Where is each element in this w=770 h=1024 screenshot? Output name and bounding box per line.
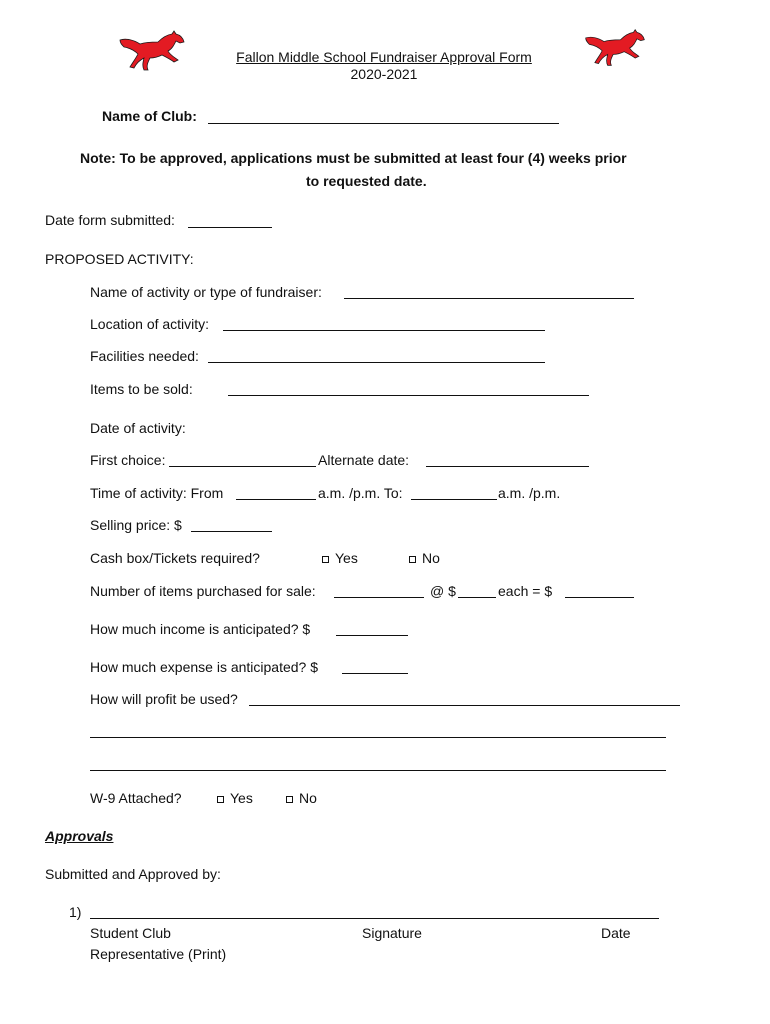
form-year: 2020-2021 bbox=[350, 66, 418, 82]
alternate-date-label: Alternate date: bbox=[318, 452, 410, 468]
location-label: Location of activity: bbox=[90, 316, 210, 332]
mustang-logo-right bbox=[582, 26, 648, 70]
w9-yes-label: Yes bbox=[230, 790, 253, 806]
date-of-activity-label: Date of activity: bbox=[90, 420, 186, 436]
am-pm-end-label: a.m. /p.m. bbox=[498, 485, 561, 501]
income-label: How much income is anticipated? $ bbox=[90, 621, 311, 637]
alternate-date-field[interactable] bbox=[426, 466, 589, 467]
time-to-field[interactable] bbox=[411, 499, 497, 500]
mustang-logo-left bbox=[116, 30, 188, 72]
checkbox-icon[interactable] bbox=[217, 796, 224, 803]
proposed-activity-heading: PROPOSED ACTIVITY: bbox=[45, 251, 194, 267]
w9-no-label: No bbox=[299, 790, 317, 806]
club-name-field[interactable] bbox=[208, 123, 559, 124]
profit-field-line-3[interactable] bbox=[90, 770, 666, 771]
selling-price-label: Selling price: $ bbox=[90, 517, 182, 533]
w9-label: W-9 Attached? bbox=[90, 790, 182, 806]
am-pm-to-label: a.m. /p.m. To: bbox=[318, 485, 403, 501]
approval-signature-line[interactable] bbox=[90, 918, 659, 919]
signature-label: Signature bbox=[362, 925, 422, 941]
note-line-2: to requested date. bbox=[306, 173, 427, 189]
first-choice-label: First choice: bbox=[90, 452, 166, 468]
approval-row-number: 1) bbox=[69, 904, 82, 920]
cash-box-label: Cash box/Tickets required? bbox=[90, 550, 260, 566]
profit-field[interactable] bbox=[249, 705, 680, 706]
activity-name-label: Name of activity or type of fundraiser: bbox=[90, 284, 322, 300]
expense-label: How much expense is anticipated? $ bbox=[90, 659, 319, 675]
student-rep-label-2: Representative (Print) bbox=[90, 946, 227, 962]
cash-box-no-option[interactable] bbox=[409, 550, 440, 566]
items-sold-field[interactable] bbox=[228, 395, 589, 396]
selling-price-field[interactable] bbox=[191, 531, 272, 532]
approvals-heading: Approvals bbox=[45, 828, 114, 844]
date-label: Date bbox=[601, 925, 631, 941]
first-choice-field[interactable] bbox=[169, 466, 316, 467]
time-of-activity-label: Time of activity: From bbox=[90, 485, 224, 501]
cash-box-yes-option[interactable] bbox=[322, 550, 358, 566]
each-equals-label: each = $ bbox=[498, 583, 553, 599]
facilities-field[interactable] bbox=[208, 362, 545, 363]
checkbox-icon[interactable] bbox=[286, 796, 293, 803]
profit-label: How will profit be used? bbox=[90, 691, 238, 707]
club-name-label: Name of Club: bbox=[102, 108, 197, 124]
at-dollar-label: @ $ bbox=[430, 583, 456, 599]
mustang-horse-icon bbox=[120, 31, 184, 70]
items-purchased-label: Number of items purchased for sale: bbox=[90, 583, 316, 599]
date-submitted-label: Date form submitted: bbox=[45, 212, 175, 228]
mustang-horse-icon bbox=[586, 30, 645, 66]
items-purchased-field[interactable] bbox=[334, 597, 424, 598]
cash-box-yes-label: Yes bbox=[335, 550, 358, 566]
checkbox-icon[interactable] bbox=[322, 556, 329, 563]
submitted-by-label: Submitted and Approved by: bbox=[45, 866, 221, 882]
date-submitted-field[interactable] bbox=[188, 227, 272, 228]
location-field[interactable] bbox=[223, 330, 545, 331]
profit-field-line-2[interactable] bbox=[90, 737, 666, 738]
form-title: Fallon Middle School Fundraiser Approval Form bbox=[236, 49, 532, 65]
cash-box-no-label: No bbox=[422, 550, 440, 566]
time-from-field[interactable] bbox=[236, 499, 316, 500]
unit-price-field[interactable] bbox=[458, 597, 496, 598]
checkbox-icon[interactable] bbox=[409, 556, 416, 563]
income-field[interactable] bbox=[336, 635, 408, 636]
w9-yes-option[interactable] bbox=[217, 790, 253, 806]
total-field[interactable] bbox=[565, 597, 634, 598]
facilities-label: Facilities needed: bbox=[90, 348, 199, 364]
student-rep-label-1: Student Club bbox=[90, 925, 171, 941]
items-sold-label: Items to be sold: bbox=[90, 381, 193, 397]
w9-no-option[interactable] bbox=[286, 790, 317, 806]
expense-field[interactable] bbox=[342, 673, 408, 674]
activity-name-field[interactable] bbox=[344, 298, 634, 299]
note-line-1: Note: To be approved, applications must be submitted at least four (4) weeks prior bbox=[80, 150, 627, 166]
